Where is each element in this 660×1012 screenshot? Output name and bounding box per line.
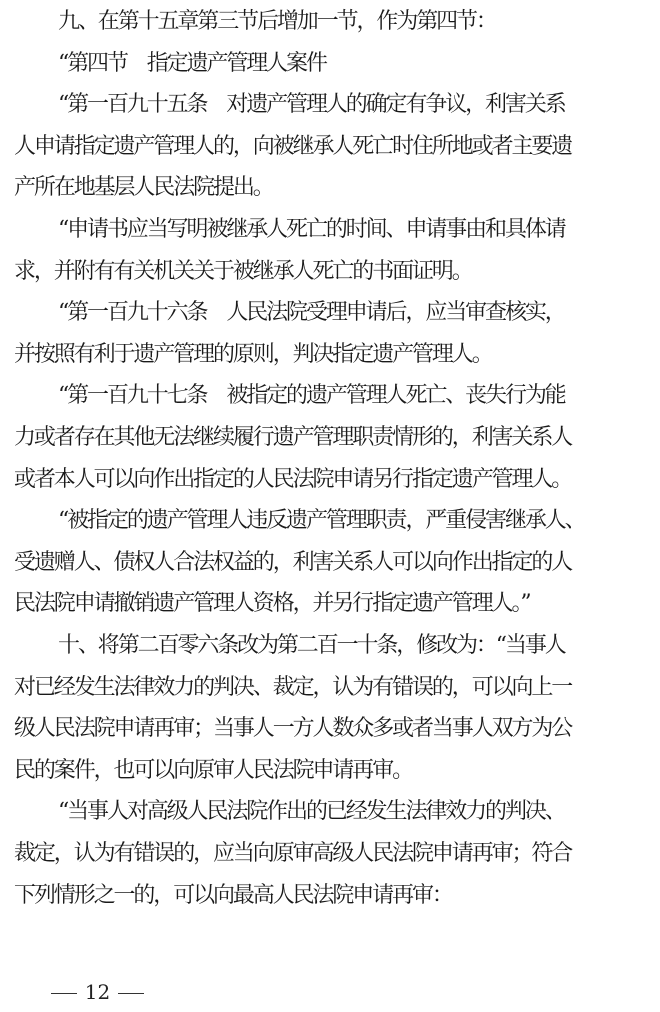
paragraph-line: 力或者存在其他无法继续履行遗产管理职责情形的，利害关系人	[14, 425, 572, 450]
paragraph-line: 下列情形之一的，可以向最高人民法院申请再审：	[14, 882, 452, 908]
paragraph-line: “被指定的遗产管理人违反遗产管理职责，严重侵害继承人、	[58, 508, 585, 534]
page-number: 12	[84, 980, 111, 1004]
paragraph-line: “第一百九十六条 人民法院受理申请后，应当审查核实，	[58, 300, 565, 326]
paragraph-line: 或者本人可以向作出指定的人民法院申请另行指定遗产管理人。	[14, 466, 572, 492]
paragraph-line: 并按照有利于遗产管理的原则，判决指定遗产管理人。	[14, 341, 492, 367]
paragraph-line: 九、在第十五章第三节后增加一节，作为第四节：	[58, 9, 496, 34]
paragraph-line: 级人民法院申请再审；当事人一方人数众多或者当事人双方为公	[14, 716, 572, 742]
paragraph-line: 十、将第二百零六条改为第二百一十条，修改为：“当事人	[58, 633, 565, 658]
paragraph-line: 对已经发生法律效力的判决、裁定，认为有错误的，可以向上一	[14, 674, 572, 700]
paragraph-line: 求，并附有有关机关关于被继承人死亡的书面证明。	[14, 258, 472, 284]
paragraph-line: “第一百九十五条 对遗产管理人的确定有争议，利害关系	[58, 92, 565, 118]
section-heading: “第四节 指定遗产管理人案件	[58, 50, 326, 76]
paragraph-line: “申请书应当写明被继承人死亡的时间、申请事由和具体请	[58, 217, 565, 242]
paragraph-line: “第一百九十七条 被指定的遗产管理人死亡、丧失行为能	[58, 383, 565, 409]
paragraph-line: 民法院申请撤销遗产管理人资格，并另行指定遗产管理人。”	[14, 591, 530, 617]
paragraph-line: 人申请指定遗产管理人的，向被继承人死亡时住所地或者主要遗	[14, 133, 572, 159]
paragraph-line: 裁定，认为有错误的，应当向原审高级人民法院申请再审；符合	[14, 841, 572, 866]
paragraph-line: 受遗赠人、债权人合法权益的，利害关系人可以向作出指定的人	[14, 549, 572, 575]
paragraph-line: 民的案件，也可以向原审人民法院申请再审。	[14, 757, 413, 783]
paragraph-line: 产所在地基层人民法院提出。	[14, 175, 273, 201]
footer-dash-left	[51, 993, 77, 994]
page-footer	[30, 932, 152, 1004]
paragraph-line: “当事人对高级人民法院作出的已经发生法律效力的判决、	[58, 799, 565, 825]
footer-dash-right	[118, 993, 144, 994]
